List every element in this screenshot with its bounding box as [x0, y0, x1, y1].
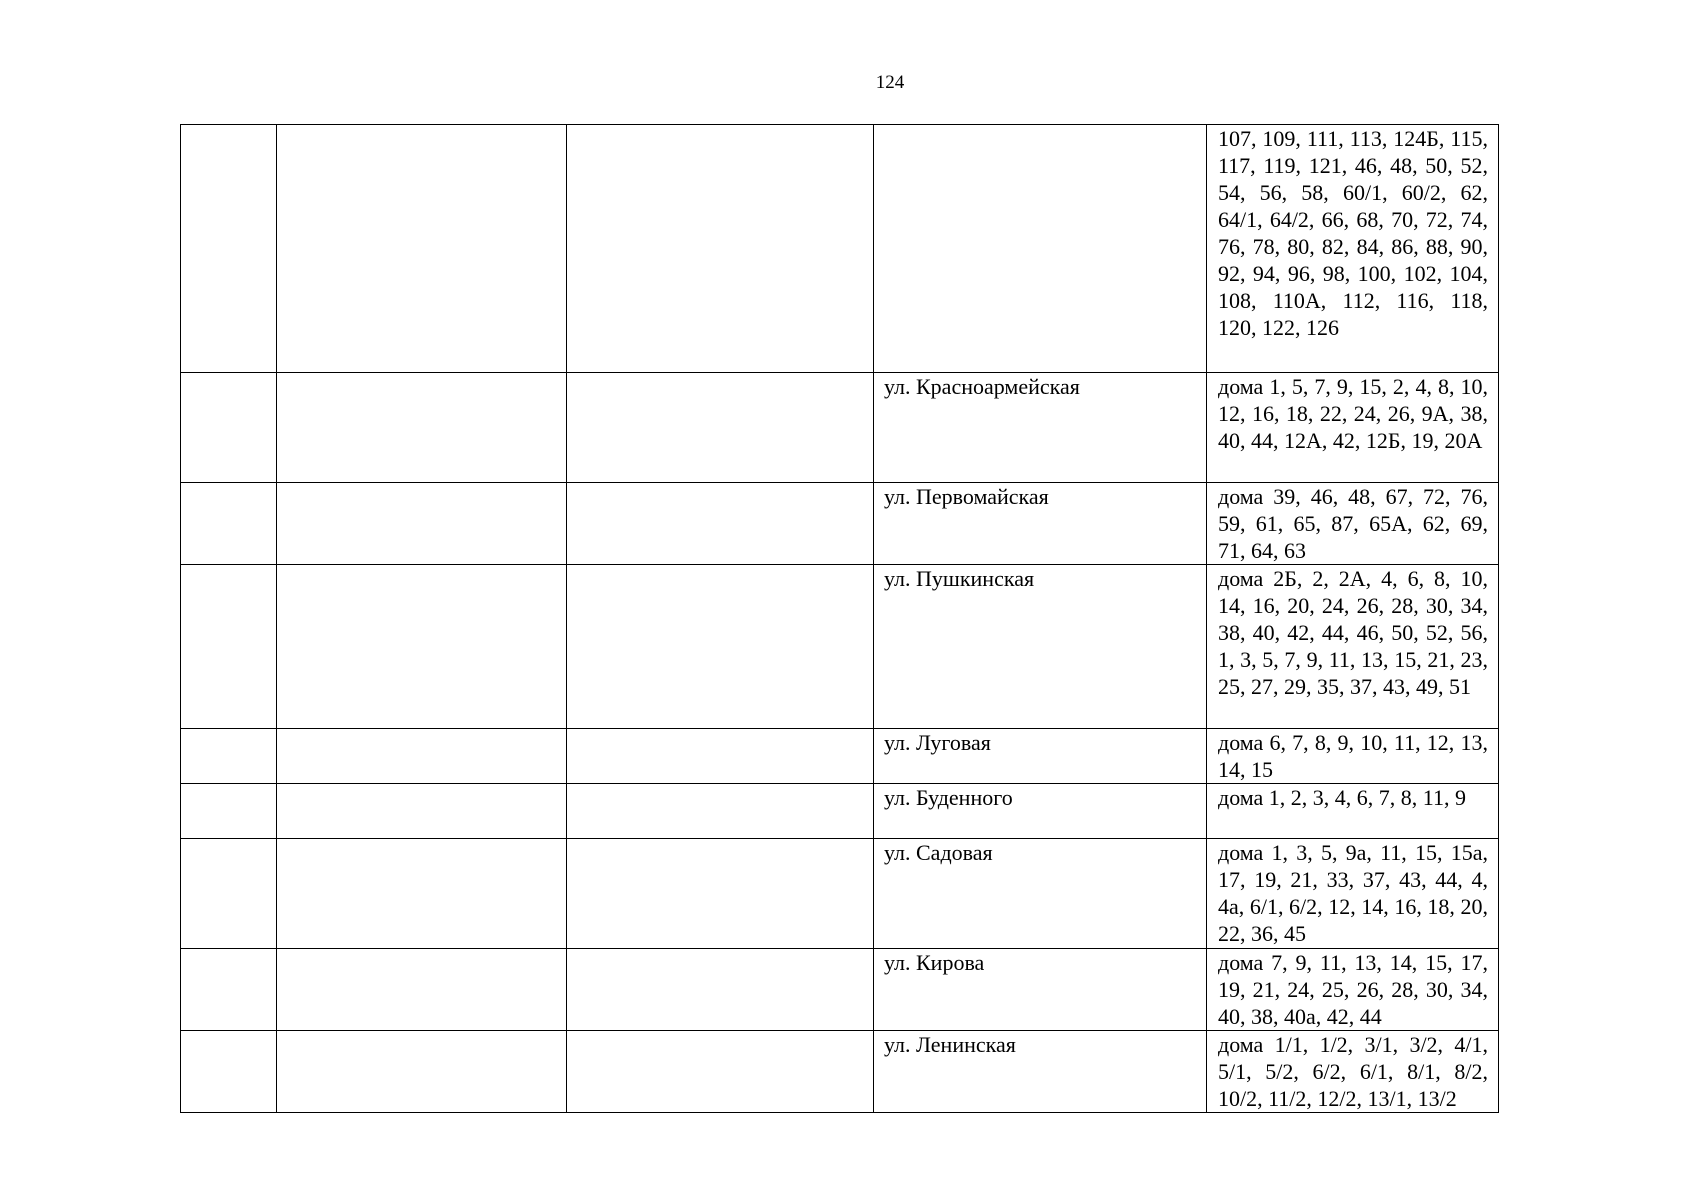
street-cell: ул. Кирова: [874, 949, 1207, 1031]
district-cell: [567, 565, 874, 729]
district-cell: [567, 125, 874, 373]
settlement-cell: [277, 483, 567, 565]
table-row: [181, 125, 1499, 373]
settlement-cell: [277, 565, 567, 729]
settlement-cell: [277, 784, 567, 839]
settlement-cell: [277, 1031, 567, 1113]
houses-text: дома 6, 7, 8, 9, 10, 11, 12, 13, 14, 15: [1218, 730, 1488, 782]
houses-text: дома 39, 46, 48, 67, 72, 76, 59, 61, 65, 87, 65А, 62, 69, 71, 64, 63: [1218, 484, 1488, 563]
number-cell: [181, 729, 277, 784]
street-cell: ул. Красноармейская: [874, 373, 1207, 483]
street-cell: [874, 125, 1207, 373]
district-cell: [567, 1031, 874, 1113]
table-row: [181, 729, 1499, 784]
number-cell: [181, 784, 277, 839]
settlement-cell: [277, 729, 567, 784]
number-cell: [181, 483, 277, 565]
table-row: [181, 839, 1499, 949]
houses-text: дома 7, 9, 11, 13, 14, 15, 17, 19, 21, 24, 25, 26, 28, 30, 34, 40, 38, 40а, 42, 44: [1218, 950, 1488, 1029]
houses-text: 107, 109, 111, 113, 124Б, 115, 117, 119, 121, 46, 48, 50, 52, 54, 56, 58, 60/1, 60/2, 62, 64/1, 64/2, 66, 68, 70, 72, 74, 76, 78, 80, 82, 84, 86, 88, 90, 92, 94, 96, 98, 100, 102, 104, 108, 110А, 112, 116, 118, 120, 122, 126: [1218, 126, 1488, 340]
houses-cell: [1207, 483, 1499, 565]
houses-cell: [1207, 784, 1499, 839]
houses-text: дома 1, 2, 3, 4, 6, 7, 8, 11, 9: [1218, 785, 1466, 810]
houses-text: дома 1, 5, 7, 9, 15, 2, 4, 8, 10, 12, 16, 18, 22, 24, 26, 9А, 38, 40, 44, 12А, 42, 12Б, 19, 20А: [1218, 374, 1488, 453]
table-row: [181, 784, 1499, 839]
table-row: [181, 565, 1499, 729]
district-cell: [567, 949, 874, 1031]
houses-text: дома 2Б, 2, 2А, 4, 6, 8, 10, 14, 16, 20, 24, 26, 28, 30, 34, 38, 40, 42, 44, 46, 50, 52, 56, 1, 3, 5, 7, 9, 11, 13, 15, 21, 23, 25, 27, 29, 35, 37, 43, 49, 51: [1218, 566, 1488, 699]
district-cell: [567, 373, 874, 483]
houses-cell: [1207, 1031, 1499, 1113]
table-row: [181, 483, 1499, 565]
settlement-cell: [277, 373, 567, 483]
district-cell: [567, 839, 874, 949]
houses-cell: [1207, 125, 1499, 373]
number-cell: [181, 565, 277, 729]
street-cell: ул. Садовая: [874, 839, 1207, 949]
houses-cell: [1207, 565, 1499, 729]
number-cell: [181, 373, 277, 483]
street-cell: ул. Первомайская: [874, 483, 1207, 565]
district-cell: [567, 784, 874, 839]
street-cell: ул. Ленинская: [874, 1031, 1207, 1113]
houses-text: дома 1, 3, 5, 9а, 11, 15, 15а, 17, 19, 21, 33, 37, 43, 44, 4, 4а, 6/1, 6/2, 12, 14, 16, 18, 20, 22, 36, 45: [1218, 840, 1488, 946]
houses-text: дома 1/1, 1/2, 3/1, 3/2, 4/1, 5/1, 5/2, 6/2, 6/1, 8/1, 8/2, 10/2, 11/2, 12/2, 13/1, 13/2: [1218, 1032, 1488, 1111]
number-cell: [181, 839, 277, 949]
street-cell: ул. Луговая: [874, 729, 1207, 784]
district-cell: [567, 483, 874, 565]
houses-cell: [1207, 729, 1499, 784]
settlement-cell: [277, 949, 567, 1031]
settlement-cell: [277, 839, 567, 949]
houses-cell: [1207, 949, 1499, 1031]
table-row: [181, 949, 1499, 1031]
houses-cell: [1207, 839, 1499, 949]
settlement-cell: [277, 125, 567, 373]
number-cell: [181, 949, 277, 1031]
district-cell: [567, 729, 874, 784]
street-cell: ул. Буденного: [874, 784, 1207, 839]
address-table: [180, 124, 1499, 1113]
table-row: [181, 1031, 1499, 1113]
page-number: 124: [875, 72, 905, 93]
street-cell: ул. Пушкинская: [874, 565, 1207, 729]
houses-cell: [1207, 373, 1499, 483]
number-cell: [181, 1031, 277, 1113]
table-row: [181, 373, 1499, 483]
number-cell: [181, 125, 277, 373]
